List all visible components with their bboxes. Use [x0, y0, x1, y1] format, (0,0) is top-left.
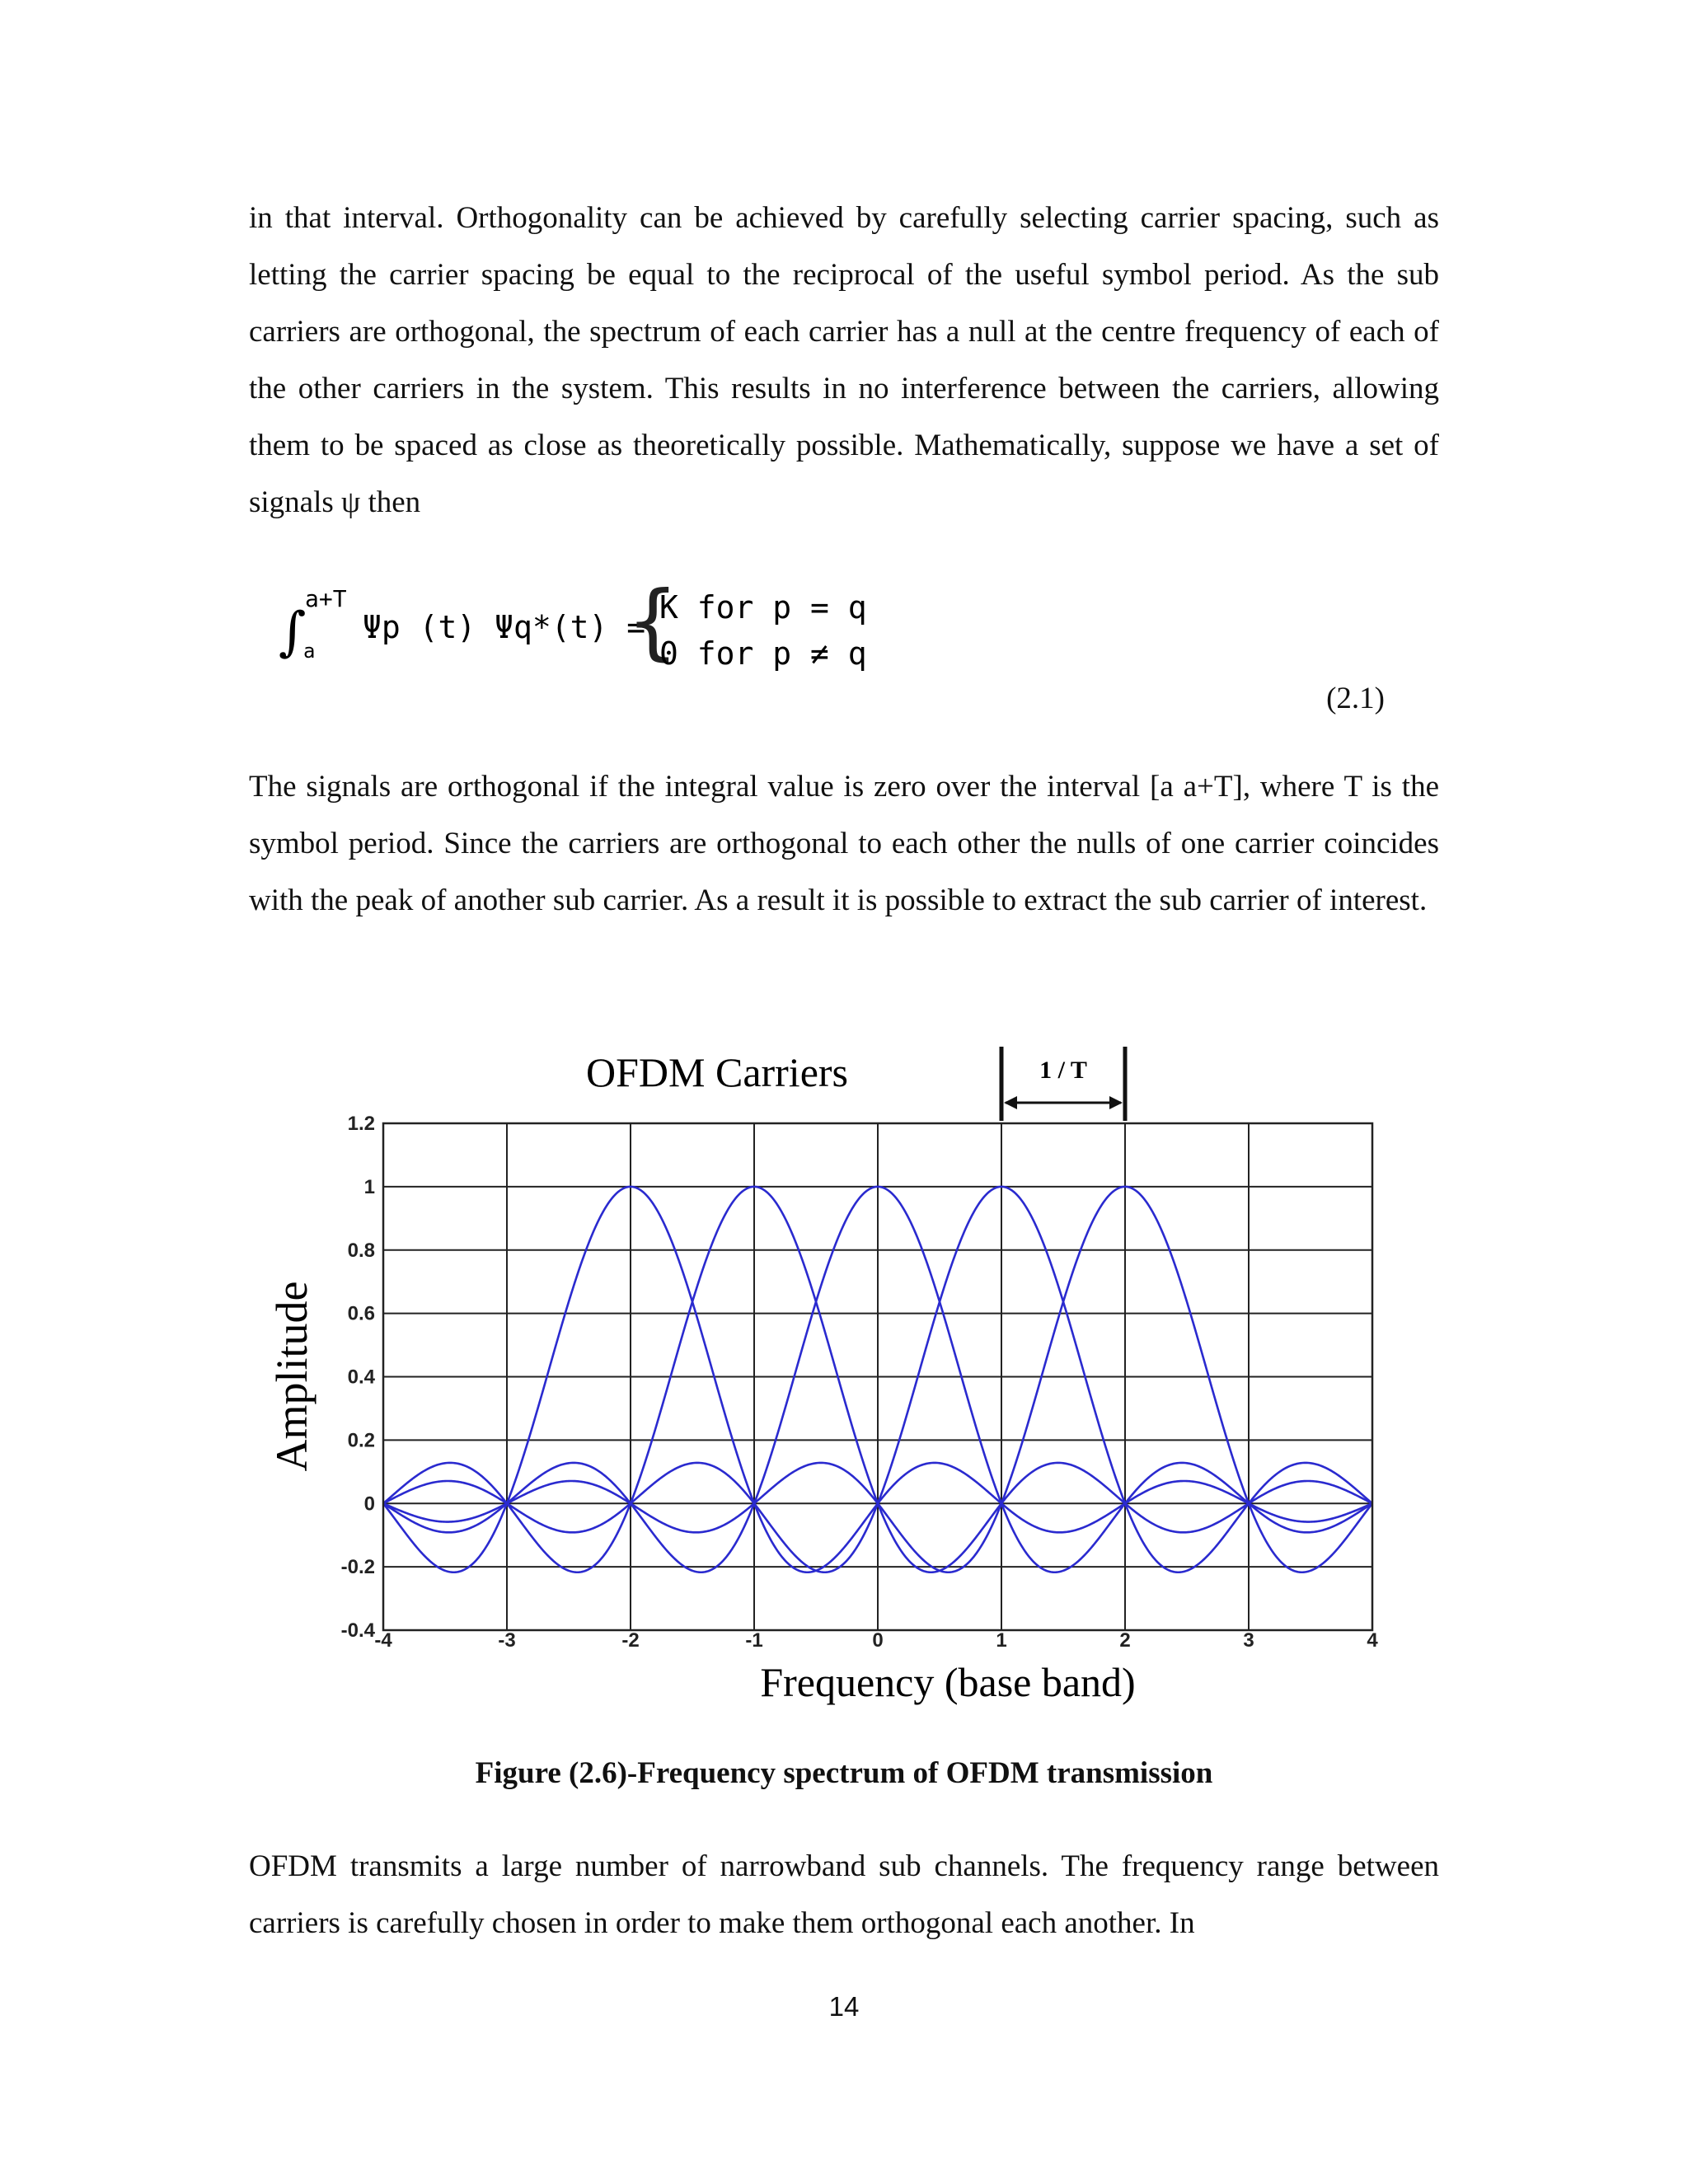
- integral-sign: ∫: [279, 602, 307, 663]
- ofdm-carriers-chart: [247, 1030, 1418, 1731]
- x-tick-label: 2: [1119, 1629, 1131, 1652]
- y-tick-label: 0.6: [347, 1302, 375, 1325]
- y-tick-label: -0.4: [340, 1619, 375, 1642]
- chart-y-axis-label: Amplitude: [267, 1281, 316, 1472]
- x-tick-label: 3: [1243, 1629, 1254, 1652]
- x-tick-label: 4: [1367, 1629, 1378, 1652]
- y-tick-label: 0.8: [347, 1239, 375, 1262]
- page-number: 14: [828, 1991, 860, 2022]
- y-tick-label: 1.2: [347, 1113, 375, 1135]
- equation-case-2: 0 for p ≠ q: [659, 635, 867, 672]
- y-tick-label: 0.4: [347, 1366, 375, 1389]
- body-paragraph-1: in that interval. Orthogonality can be achieved by carefully selecting carrier spacing, such as letting the carrier spacing be equal to the reciprocal of the useful symbol period. As the sub carriers are orthogonal, the spectrum of each carrier has a null at the centre frequency of each of the other carriers in the system. This results in no interference between the carriers, allowing them to be spaced as close as theoretically possible. Mathematically, suppose we have a set of signals ψ then: [249, 201, 1439, 519]
- chart-x-axis-label: Frequency (base band): [760, 1659, 1136, 1705]
- x-tick-label: -2: [621, 1629, 640, 1652]
- spacing-label: 1 / T: [1039, 1057, 1087, 1084]
- equation-number: (2.1): [1326, 682, 1385, 715]
- spacing-annotation: [1001, 1047, 1125, 1121]
- spacing-arrowhead-left: [1004, 1096, 1017, 1109]
- spacing-arrowhead-right: [1109, 1096, 1123, 1109]
- orthogonality-equation: [272, 582, 898, 697]
- y-tick-label: 1: [363, 1175, 375, 1198]
- x-tick-label: -1: [745, 1629, 763, 1652]
- equation-lower-limit: a: [303, 640, 316, 663]
- figure-caption: Figure (2.6)-Frequency spectrum of OFDM transmission: [475, 1756, 1213, 1790]
- x-tick-label: -4: [374, 1629, 392, 1652]
- x-tick-label: -3: [498, 1629, 516, 1652]
- equation-lhs: Ψp (t) Ψq*(t) =: [363, 609, 646, 645]
- equation-brace: {: [626, 582, 679, 669]
- y-tick-label: 0.2: [347, 1429, 375, 1452]
- chart-grid: [383, 1123, 1372, 1630]
- equation-upper-limit: a+T: [305, 585, 347, 612]
- chart-title: OFDM Carriers: [585, 1049, 849, 1095]
- equation-case-1: K for p = q: [659, 589, 867, 626]
- x-tick-label: 0: [872, 1629, 884, 1652]
- body-paragraph-3: OFDM transmits a large number of narrowband sub channels. The frequency range between carriers is carefully chosen in order to make them orthogonal each another. In: [249, 1849, 1439, 1940]
- equation-graphic: [272, 582, 898, 697]
- chart-tick-labels: [341, 1113, 1379, 1652]
- y-tick-label: 0: [363, 1493, 375, 1516]
- y-tick-label: -0.2: [340, 1556, 375, 1579]
- x-tick-label: 1: [996, 1629, 1007, 1652]
- body-paragraph-2: The signals are orthogonal if the integral value is zero over the interval [a a+T], where T is the symbol period. Since the carriers are orthogonal to each other the nulls of one carrier coincides with the peak of another sub carrier. As a result it is possible to extract the sub carrier of interest.: [249, 770, 1439, 917]
